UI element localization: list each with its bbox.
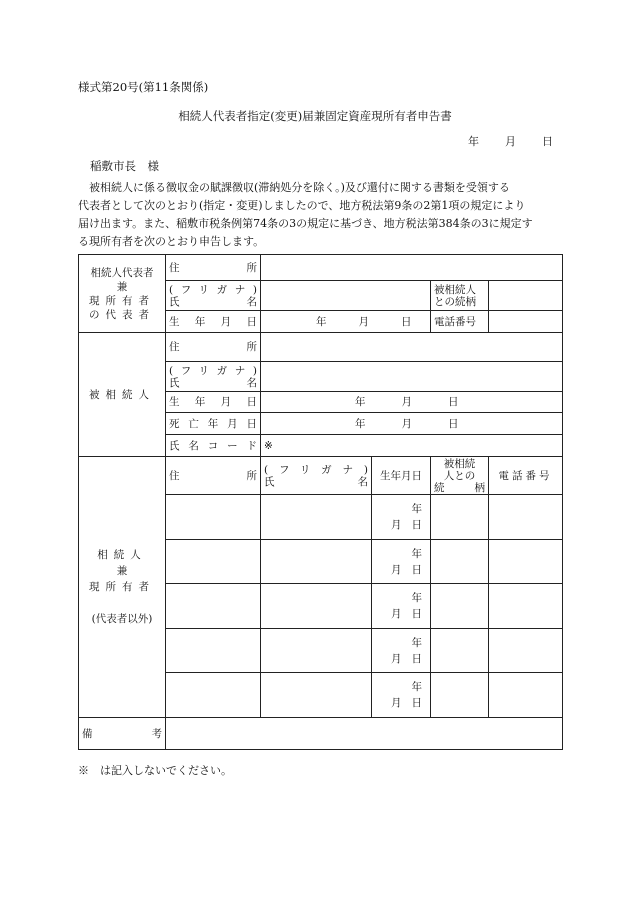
heir-address-field[interactable] — [166, 673, 261, 718]
month-unit: 月 — [358, 315, 369, 328]
day-unit: 日 — [448, 417, 459, 430]
rep-address-label: 住所 — [166, 255, 261, 281]
deceased-name-field[interactable] — [261, 362, 563, 392]
deceased-birth-field[interactable] — [261, 392, 563, 413]
rep-relation-field[interactable] — [489, 281, 563, 311]
relation-line: 続柄 — [434, 481, 485, 494]
rep-birth-label: 生年月日 — [166, 311, 261, 333]
heirs-col-address — [166, 457, 261, 495]
heir-birth-field[interactable] — [372, 673, 431, 718]
heir-name-field[interactable] — [261, 673, 372, 718]
heirs-group-line: (代表者以外) — [91, 613, 153, 625]
relation-line: 人との — [443, 469, 476, 482]
rep-address-field[interactable] — [261, 255, 563, 281]
year-unit: 年 — [411, 503, 422, 515]
heir-phone-field[interactable] — [489, 673, 563, 718]
heir-name-field[interactable] — [261, 495, 372, 540]
heirs-col-name — [261, 457, 372, 495]
heir-birth-field[interactable] — [372, 629, 431, 673]
heirs-col-birth: 生年月日 — [372, 457, 431, 495]
heir-phone-field[interactable] — [489, 584, 563, 629]
name-label: 氏名 — [264, 475, 368, 488]
month-unit: 月 — [390, 563, 402, 576]
deceased-birth-label: 生年月日 — [166, 392, 261, 413]
heir-birth-field[interactable] — [372, 495, 431, 540]
heir-birth-field[interactable] — [372, 540, 431, 584]
date-year: 年 — [468, 135, 479, 148]
heir-phone-field[interactable] — [489, 540, 563, 584]
relation-line: との続柄 — [434, 295, 476, 308]
year-unit: 年 — [411, 592, 422, 604]
deceased-death-field[interactable] — [261, 413, 563, 435]
heir-address-field[interactable] — [166, 495, 261, 540]
day-unit: 日 — [411, 608, 422, 620]
remarks-field[interactable] — [166, 718, 563, 750]
office-use-mark: ※ — [264, 439, 273, 452]
month-unit: 月 — [390, 519, 402, 531]
deceased-code-label: 氏名コード — [166, 435, 261, 457]
rep-group-line: 兼 — [116, 280, 128, 293]
rep-relation-label — [431, 281, 489, 311]
document-title: 相続人代表者指定(変更)届兼固定資産現所有者申告書 — [178, 109, 452, 123]
date-line — [468, 133, 553, 149]
heirs-group-line: 相続人 — [97, 549, 147, 561]
rep-name-field[interactable] — [261, 281, 431, 311]
body-line: る現所有者を次のとおり申告します。 — [78, 235, 265, 248]
date-day: 日 — [542, 135, 553, 148]
application-form-table — [78, 254, 563, 750]
rep-phone-label: 電話番号 — [431, 311, 489, 333]
remarks-label: 備考 — [79, 718, 166, 750]
deceased-group-label: 被相続人 — [79, 333, 166, 457]
relation-line: 被相続 — [443, 457, 476, 470]
year-unit: 年 — [355, 396, 366, 408]
day-unit: 日 — [448, 396, 459, 408]
month-unit: 月 — [401, 396, 412, 408]
heir-name-field[interactable] — [261, 629, 372, 673]
furigana-label: (フリガナ) — [169, 364, 257, 377]
body-line: 被相続人に係る徴収金の賦課徴収(滞納処分を除く。)及び還付に関する書類を受領する — [78, 181, 510, 194]
name-label: 氏名 — [169, 376, 257, 389]
body-line: 届け出ます。また、稲敷市税条例第74条の3の規定に基づき、地方税法第384条の3に規定す — [78, 217, 533, 230]
heir-phone-field[interactable] — [489, 495, 563, 540]
year-unit: 年 — [411, 636, 422, 649]
body-line: 代表者として次のとおり(指定・変更)しましたので、地方税法第9条の2第1項の規定により — [78, 199, 526, 212]
rep-name-label — [166, 281, 261, 311]
month-unit: 月 — [390, 652, 402, 665]
heirs-group-line: 兼 — [116, 565, 128, 577]
furigana-label: (フリガナ) — [264, 463, 368, 476]
heir-name-field[interactable] — [261, 540, 372, 584]
footnote: ※ は記入しないでください。 — [78, 764, 232, 777]
heir-address-field[interactable] — [166, 584, 261, 629]
deceased-death-label: 死亡年月日 — [166, 413, 261, 435]
furigana-label: (フリガナ) — [169, 283, 257, 296]
month-unit: 月 — [401, 417, 412, 430]
heirs-col-phone: 電話番号 — [489, 457, 563, 495]
date-month: 月 — [505, 135, 516, 148]
heir-relation-field[interactable] — [431, 629, 489, 673]
year-unit: 年 — [411, 547, 422, 560]
day-unit: 日 — [411, 652, 422, 665]
heir-relation-field[interactable] — [431, 540, 489, 584]
heir-relation-field[interactable] — [431, 673, 489, 718]
col-address-text: 住所 — [169, 469, 257, 482]
month-unit: 月 — [390, 608, 402, 620]
heir-name-field[interactable] — [261, 584, 372, 629]
heir-relation-field[interactable] — [431, 584, 489, 629]
rep-group-line: の代表者 — [89, 308, 155, 321]
deceased-address-field[interactable] — [261, 333, 563, 362]
year-unit: 年 — [355, 417, 366, 430]
name-label: 氏名 — [169, 295, 257, 308]
form-number: 様式第20号(第11条関係) — [78, 80, 209, 94]
heir-birth-field[interactable] — [372, 584, 431, 629]
relation-line: 被相続人 — [434, 283, 476, 296]
addressee: 稲敷市長 様 — [90, 159, 159, 173]
month-unit: 月 — [390, 697, 402, 709]
deceased-code-field — [261, 435, 563, 457]
heir-phone-field[interactable] — [489, 629, 563, 673]
day-unit: 日 — [401, 315, 412, 328]
heirs-group-label — [79, 457, 166, 718]
heirs-col-relation — [431, 457, 489, 495]
rep-group-line: 相続人代表者 — [90, 266, 154, 279]
year-unit: 年 — [316, 315, 327, 328]
body-text — [78, 179, 556, 251]
day-unit: 日 — [411, 697, 422, 709]
heir-relation-field[interactable] — [431, 495, 489, 540]
heir-address-field[interactable] — [166, 629, 261, 673]
deceased-name-label — [166, 362, 261, 392]
day-unit: 日 — [411, 519, 422, 531]
rep-phone-field[interactable] — [489, 311, 563, 333]
day-unit: 日 — [411, 563, 422, 576]
rep-birth-field[interactable] — [261, 311, 431, 333]
rep-group-label — [79, 255, 166, 333]
rep-group-line: 現所有者 — [89, 294, 155, 307]
deceased-address-label: 住所 — [166, 333, 261, 362]
year-unit: 年 — [411, 681, 422, 693]
heir-address-field[interactable] — [166, 540, 261, 584]
heirs-group-line: 現所有者 — [89, 581, 155, 593]
